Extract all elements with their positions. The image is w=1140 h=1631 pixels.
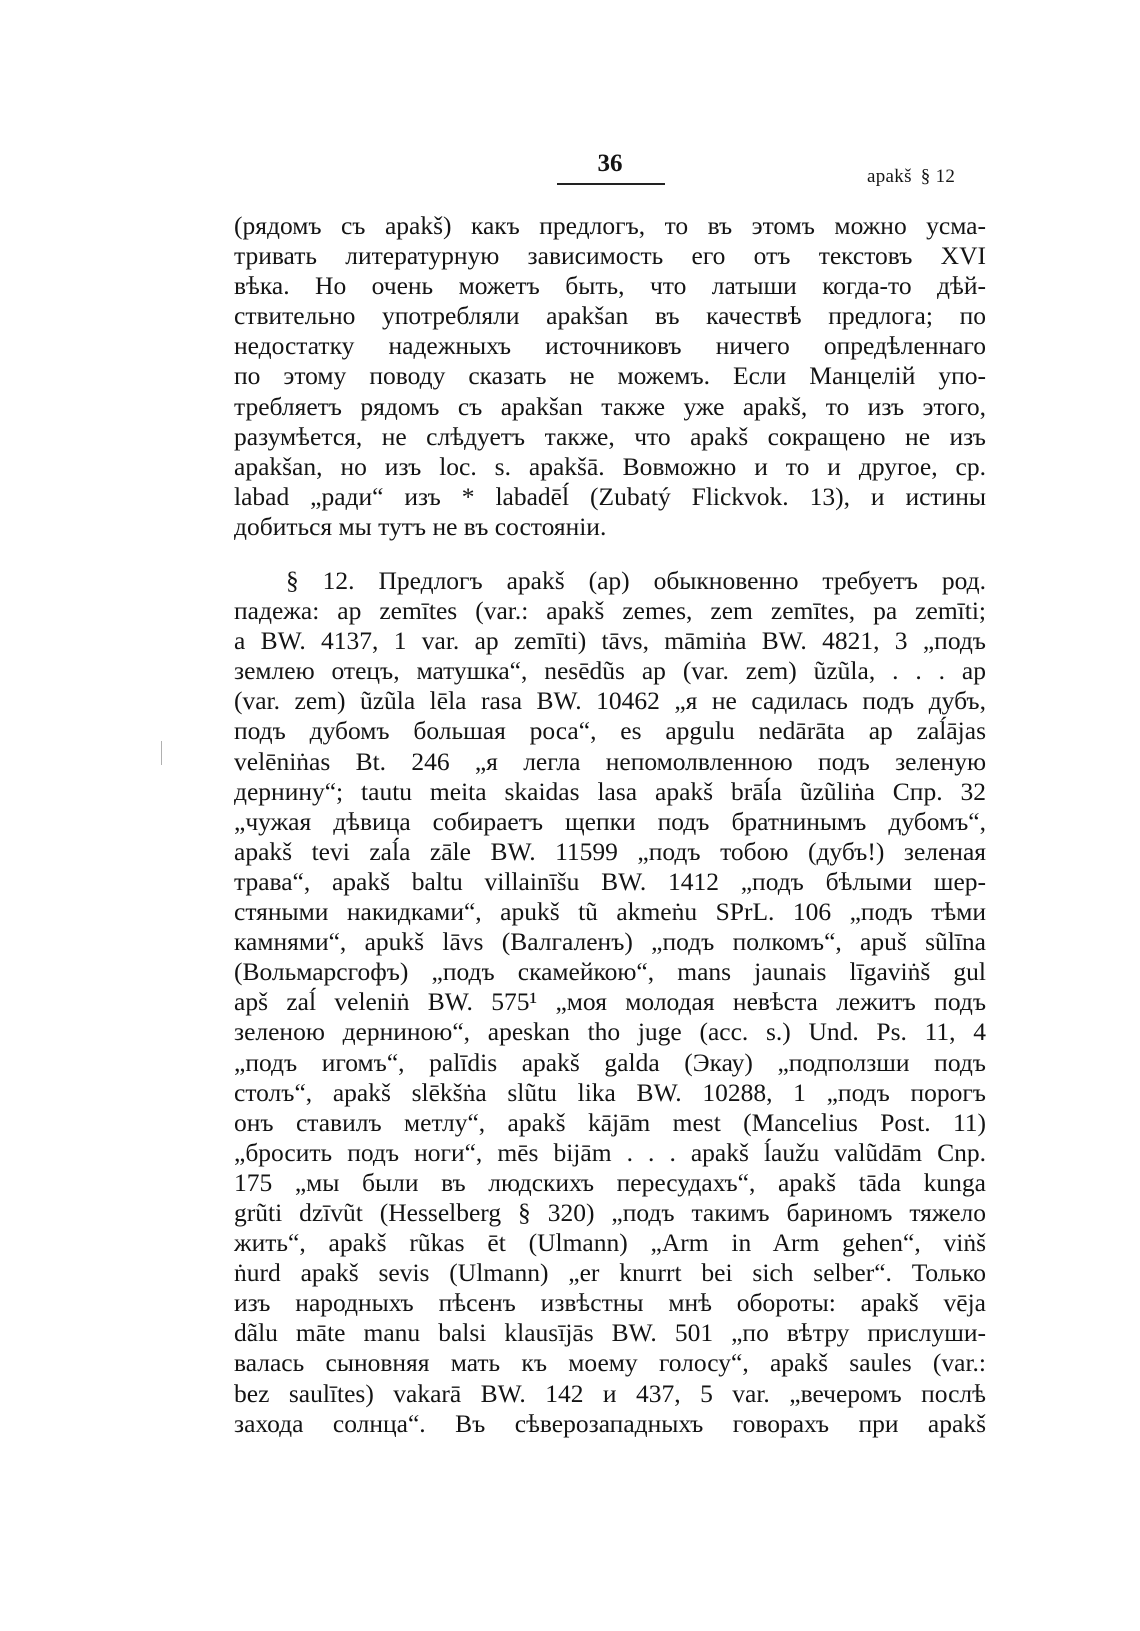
text-line: по этому поводу сказать не можемъ. Если Манцелій упо- <box>234 361 986 391</box>
text-line: жить“, apakš rũkas ēt (Ulmann) „Arm in Arm gehen“, viṅš <box>234 1228 986 1258</box>
text-line: трава“, apakš baltu villainīšu BW. 1412 „подъ бѣлыми шер- <box>234 866 986 896</box>
section-reference: § 12 <box>920 166 956 187</box>
text-line: дернину“; tautu meita skaidas lasa apakš brāĺa ũzũliṅa Спр. 32 <box>234 776 986 806</box>
text-line: столъ“, apakš slēkšṅa slũtu lika BW. 10288, 1 „подъ порогъ <box>234 1077 986 1107</box>
text-line: apakš tevi zaĺa zāle BW. 11599 „подъ тобою (дубъ!) зеленая <box>234 836 986 866</box>
text-line: velēniṅas Bt. 246 „я легла непомолвленною подъ зеленую <box>234 746 986 776</box>
text-line: bez saulītes) vakarā BW. 142 и 437, 5 var. „вечеромъ послѣ <box>234 1378 986 1408</box>
text-line: тривать литературную зависимость его отъ текстовъ XVI <box>234 241 986 271</box>
margin-mark <box>161 741 162 765</box>
paragraph-continuation <box>234 211 986 542</box>
text-line: apš zaĺ veleniṅ BW. 575¹ „моя молодая невѣста лежитъ подъ <box>234 987 986 1017</box>
text-line: захода солнца“. Въ сѣверозападныхъ говорахъ при apakš <box>234 1408 986 1438</box>
text-line-first <box>234 566 986 596</box>
text-line: ṅurd apakš sevis (Ulmann) „er knurrt bei sich selber“. Только <box>234 1258 986 1288</box>
running-head-word: apakš <box>867 166 912 187</box>
text-line: землею отецъ, матушка“, nesēdũs ap (var. zem) ũzũla, . . . ap <box>234 656 986 686</box>
text-line: подъ дубомъ большая роса“, es apgulu nedārāta ap zaĺājas <box>234 716 986 746</box>
text-line: недостатку надежныхъ источниковъ ничего опредѣленнаго <box>234 331 986 361</box>
text-line: требляетъ рядомъ съ apakšan также уже apakš, то изъ этого, <box>234 391 986 421</box>
text-line: „подъ игомъ“, palīdis apakš galda (Экау) „подползши подъ <box>234 1047 986 1077</box>
text-line: (рядомъ съ apakš) какъ предлогъ, то въ этомъ можно усма- <box>234 211 986 240</box>
text-line: падежа: ap zemītes (var.: apakš zemes, zem zemītes, pa zemīti; <box>234 596 986 626</box>
text-line: labad „ради“ изъ * labadēĺ (Zubatý Flickvok. 13), и истины <box>234 481 986 511</box>
text-line-content: § 12. Предлогъ apakš (ap) обыкновенно требуетъ род. <box>286 566 986 595</box>
text-line: изъ народныхъ пѣсенъ извѣстны мнѣ обороты: apakš vēja <box>234 1288 986 1318</box>
text-line: стяными накидками“, apukš tũ akmeṅu SPrL. 106 „подъ тѣми <box>234 897 986 927</box>
text-line: валась сыновняя мать къ моему голосу“, apakš saules (var.: <box>234 1348 986 1378</box>
text-line: разумѣется, не слѣдуетъ также, что apakš сокращено не изъ <box>234 421 986 451</box>
text-line: grũti dzīvũt (Hesselberg § 320) „подъ такимъ бариномъ тяжело <box>234 1197 986 1227</box>
text-line: a BW. 4137, 1 var. ap zemīti) tāvs, māmiṅa BW. 4821, 3 „подъ <box>234 626 986 656</box>
text-line: (Вольмарсгофъ) „подъ скамейкою“, mans jaunais līgaviṅš gul <box>234 957 986 987</box>
text-line: „бросить подъ ноги“, mēs bijām . . . apakš ĺaužu valũdām Cnp. <box>234 1137 986 1167</box>
text-line: вѣка. Но очень можетъ быть, что латыши когда-то дѣй- <box>234 271 986 301</box>
text-line: добиться мы тутъ не въ состояніи. <box>234 511 607 541</box>
text-line: зеленою дерниною“, apeskan tho juge (acc. s.) Und. Ps. 11, 4 <box>234 1017 986 1047</box>
text-line: ствительно употребляли apakšan въ качествѣ предлога; по <box>234 301 986 331</box>
running-head <box>867 164 955 190</box>
header-rule <box>557 183 665 185</box>
text-line: камнями“, apukš lāvs (Валгаленъ) „подъ полкомъ“, apuš sũlīna <box>234 927 986 957</box>
text-line: онъ ставилъ метлу“, apakš kājām mest (Mancelius Post. 11) <box>234 1107 986 1137</box>
text-line: 175 „мы были въ людскихъ пересудахъ“, apakš tāda kunga <box>234 1167 986 1197</box>
text-line: (var. zem) ũzũla lēla rasa BW. 10462 „я не садилась подъ дубъ, <box>234 686 986 716</box>
text-line: „чужая дѣвица собираетъ щепки подъ братнинымъ дубомъ“, <box>234 806 986 836</box>
section-12-paragraph <box>234 566 986 1439</box>
text-line: apakšan, но изъ loc. s. apakšā. Вовможно и то и другое, ср. <box>234 451 986 481</box>
page-number: 36 <box>597 150 623 177</box>
text-line: dãlu māte manu balsi klausījās BW. 501 „по вѣтру прислуши- <box>234 1318 986 1348</box>
